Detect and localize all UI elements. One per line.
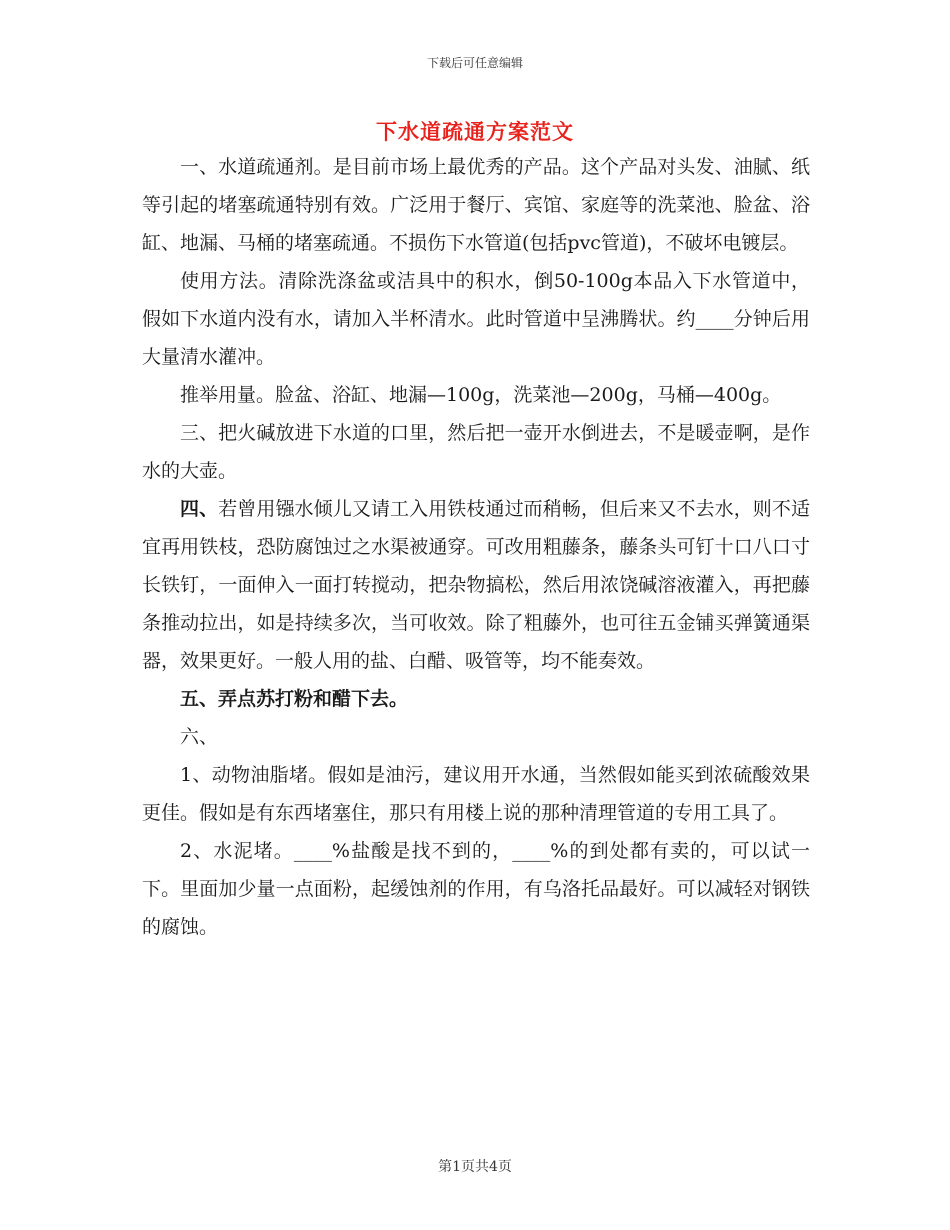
paragraph-6: 五、弄点苏打粉和醋下去。 <box>180 688 409 710</box>
paragraph-8: 1、动物油脂堵。假如是油污，建议用开水通，当然假如能买到浓硫酸效果更佳。假如是有东西堵塞住，那只有用楼上说的那种清理管道的专用工具了。 <box>142 764 810 824</box>
page-header: 下载后可任意编辑 <box>426 56 523 70</box>
paragraph-5-body: 若曾用镪水倾儿又请工入用铁枝通过而稍畅，但后来又不去水，则不适宜再用铁枝，恐防腐蚀过之水渠被通穿。可改用粗藤条，藤条头可钉十口八口寸长铁钉，一面伸入一面打转搅动，把杂物搞松，然后用浓饶碱溶液灌入，再把藤条推动拉出，如是持续多次，当可收效。除了粗藤外，也可往五金铺买弹簧通渠器，效果更好。一般人用的盐、白醋、吸管等，均不能奏效。 <box>142 498 810 672</box>
document-body <box>142 148 810 946</box>
paragraph-4: 三、把火碱放进下水道的口里，然后把一壶开水倒进去，不是暖壶啊，是作水的大壶。 <box>142 422 810 482</box>
paragraph-2: 使用方法。清除洗涤盆或洁具中的积水，倒50-100g本品入下水管道中，假如下水道内没有水，请加入半杯清水。此时管道中呈沸腾状。约____分钟后用大量清水灌冲。 <box>142 270 810 368</box>
paragraph-3: 推举用量。脸盆、浴缸、地漏—100g，洗菜池—200g，马桶—400g。 <box>180 384 782 406</box>
paragraph-5 <box>142 490 810 680</box>
document-title: 下水道疏通方案范文 <box>376 119 574 144</box>
paragraph-7: 六、 <box>180 726 219 748</box>
paragraph-9: 2、水泥堵。____%盐酸是找不到的，____%的到处都有卖的，可以试一下。里面加少量一点面粉，起缓蚀剂的作用，有乌洛托品最好。可以减轻对钢铁的腐蚀。 <box>142 840 810 938</box>
page-footer: 第1页共4页 <box>438 1159 512 1175</box>
paragraph-1: 一、水道疏通剂。是目前市场上最优秀的产品。这个产品对头发、油腻、纸等引起的堵塞疏通特别有效。广泛用于餐厅、宾馆、家庭等的洗菜池、脸盆、浴缸、地漏、马桶的堵塞疏通。不损伤下水管道(包括pvc管道)，不破坏电镀层。 <box>142 156 810 254</box>
paragraph-5-lead: 四、 <box>180 498 219 520</box>
